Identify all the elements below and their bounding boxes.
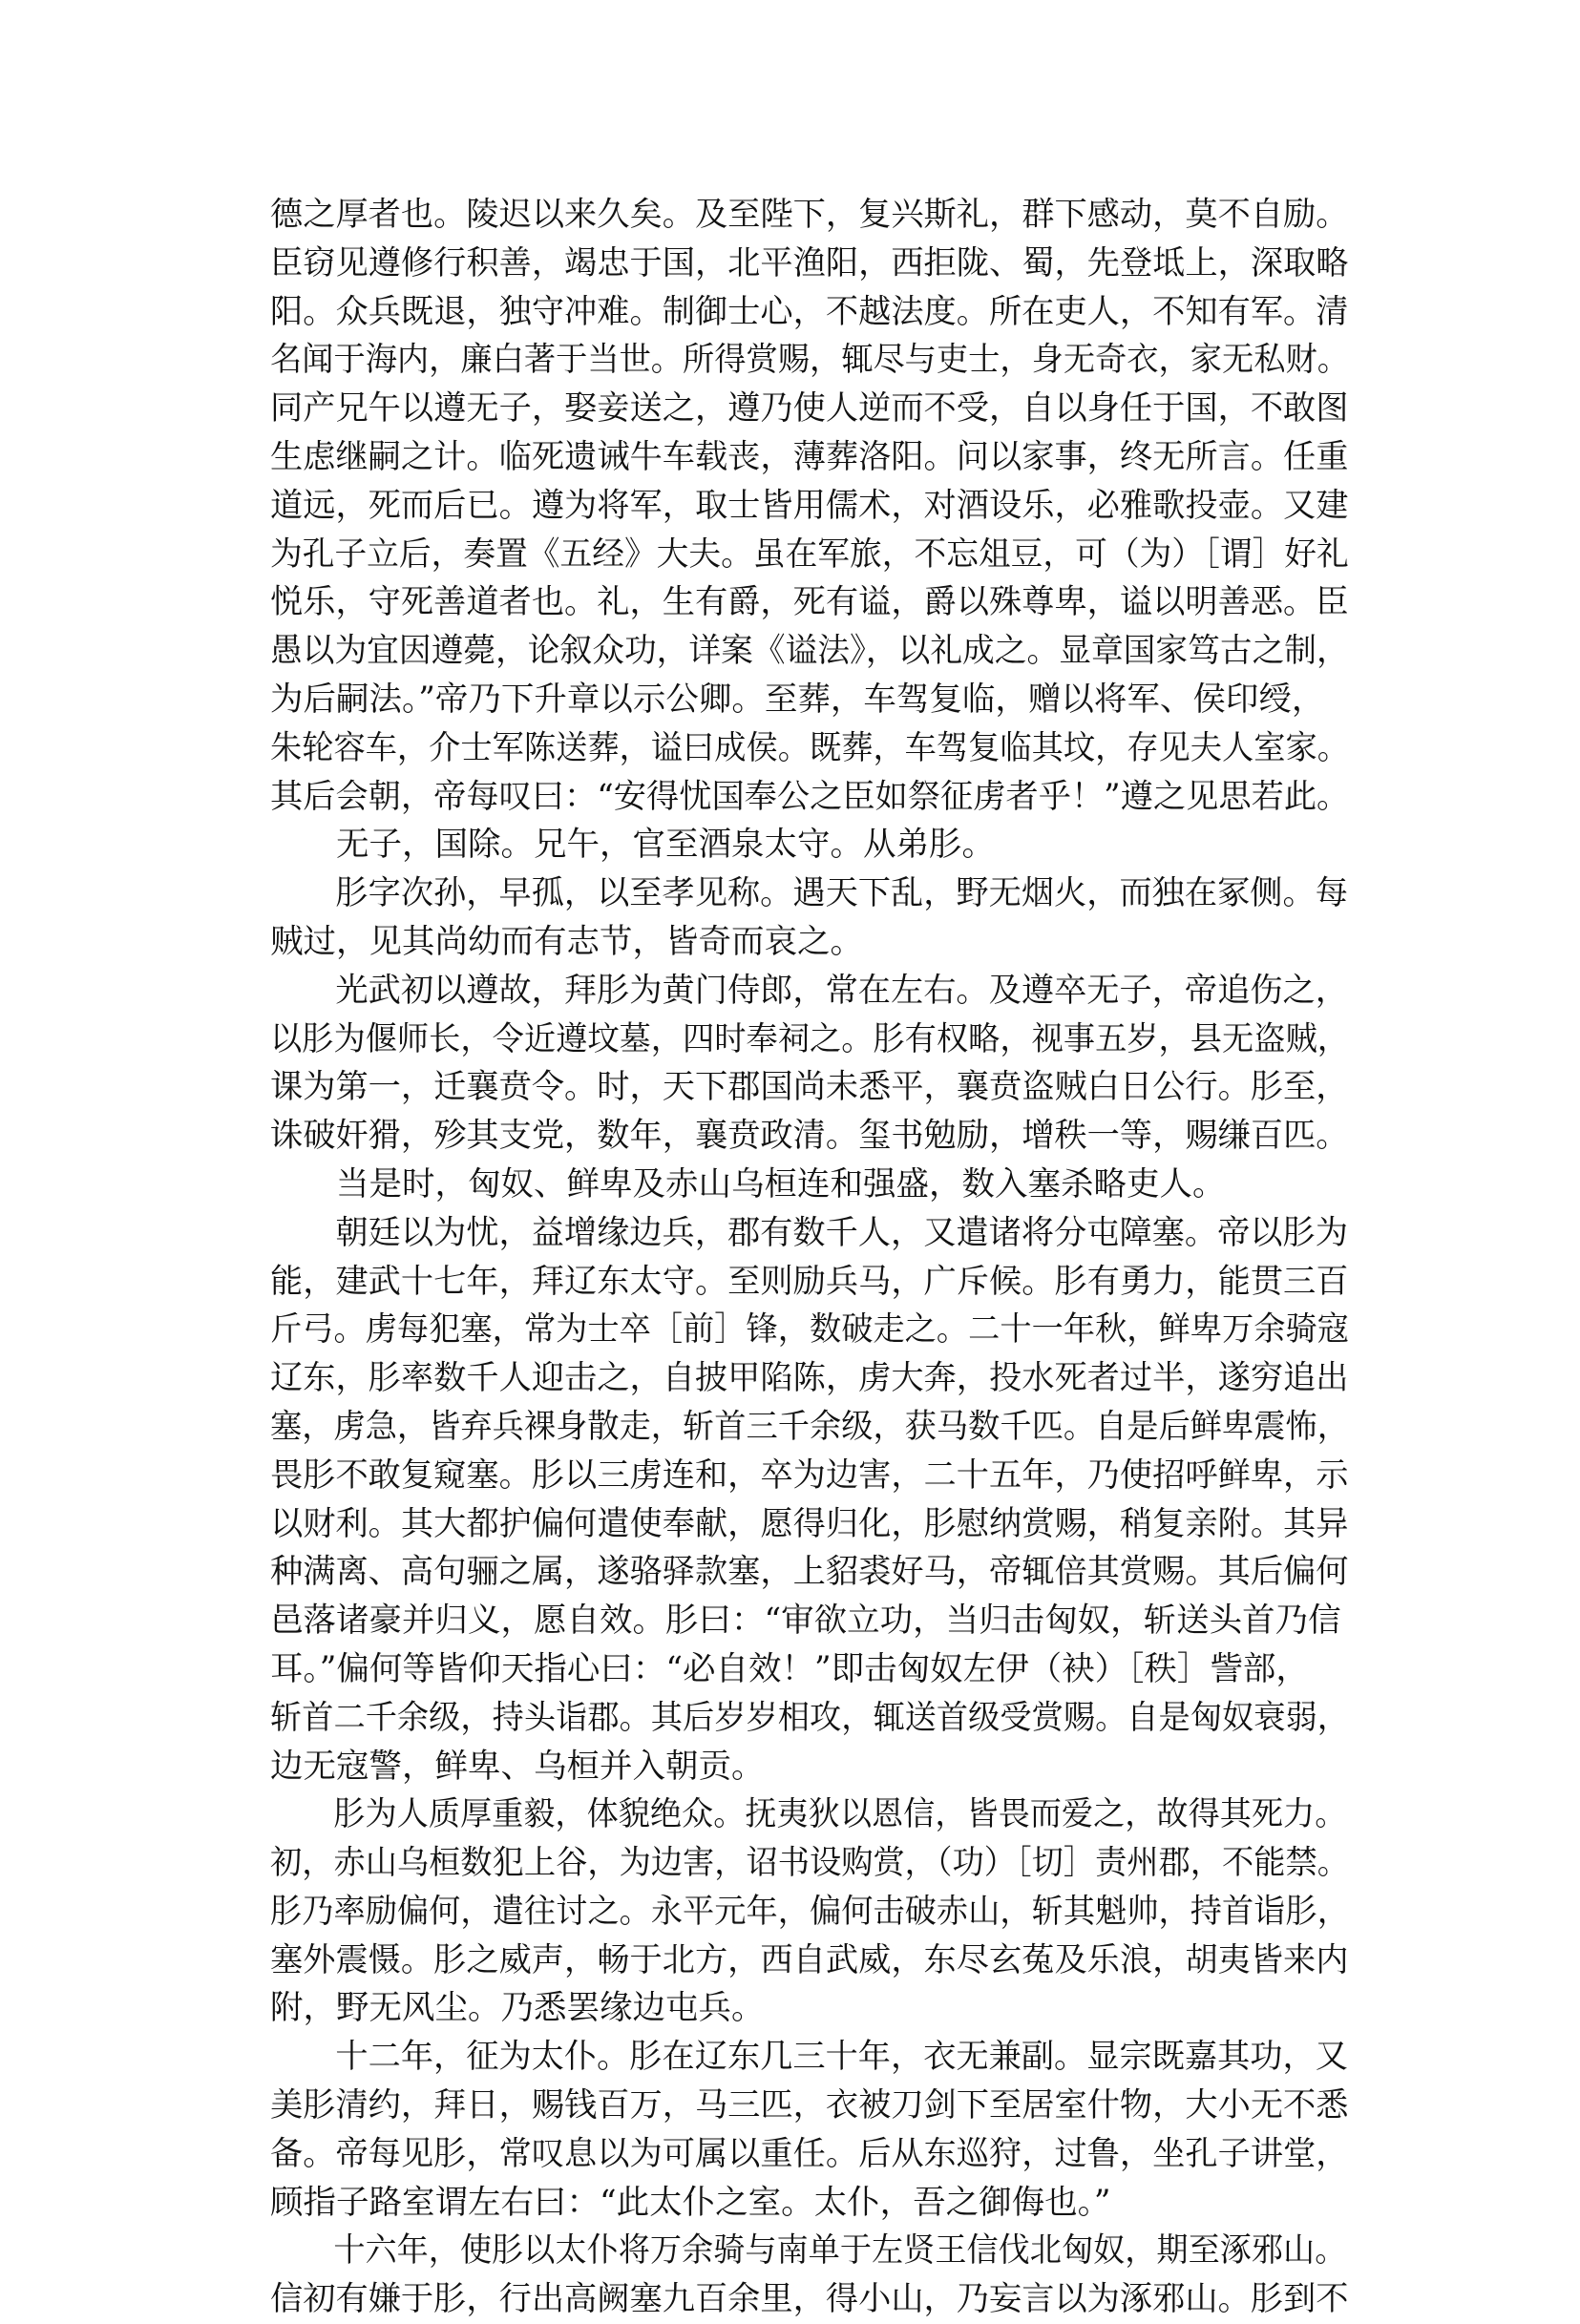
text-line: 耳。”偏何等皆仰天指心曰：“必自效！”即击匈奴左伊（袂）［秩］訾部， [270,1649,1309,1688]
body-text [270,191,1349,2324]
text-line: 顾指子路室谓左右曰：“此太仆之室。太仆，吾之御侮也。” [270,2183,1111,2222]
text-line: 以财利。其大都护偏何遣使奉献，愿得归化，肜慰纳赏赐，稍复亲附。其异 [270,1504,1349,1543]
paragraph-start-line: 光武初以遵故，拜肜为黄门侍郎，常在左右。及遵卒无子，帝追伤之， [335,971,1348,1010]
text-line: 阳。众兵既退，独守冲难。制御士心，不越法度。所在吏人，不知有军。清 [270,292,1349,331]
text-line: 贼过，见其尚幼而有志节，皆奇而哀之。 [270,922,863,961]
text-line: 诛破奸猾，殄其支党，数年，襄贲政清。玺书勉励，增秩一等，赐缣百匹。 [270,1117,1349,1156]
text-line: 愚以为宜因遵薨，论叙众功，详案《谥法》，以礼成之。显章国家笃古之制， [270,632,1349,671]
text-line: 德之厚者也。陵迟以来久矣。及至陛下，复兴斯礼，群下感动，莫不自励。 [270,196,1349,234]
text-line: 名闻于海内，廉白著于当世。所得赏赐，辄尽与吏士，身无奇衣，家无私财。 [270,341,1349,380]
text-line: 辽东，肜率数千人迎击之，自披甲陷陈，虏大奔，投水死者过半，遂穷追出 [270,1359,1349,1398]
text-line: 附，野无风尘。乃悉罢缘边屯兵。 [270,1989,765,2028]
text-line: 初，赤山乌桓数犯上谷，为边害，诏书设购赏，（功）［切］责州郡，不能禁。 [270,1844,1349,1883]
paragraph-start-line: 当是时，匈奴、鲜卑及赤山乌桓连和强盛，数入塞杀略吏人。 [336,1164,1226,1204]
text-line: 塞，虏急，皆弃兵裸身散走，斩首三千余级，获马数千匹。自是后鲜卑震怖， [270,1407,1349,1446]
text-line: 为后嗣法。”帝乃下升章以示公卿。至葬，车驾复临，赠以将军、侯印绶， [270,680,1325,719]
text-line: 生虑继嗣之计。临死遗诫牛车载丧，薄葬洛阳。问以家事，终无所言。任重 [270,437,1349,476]
paragraph-start-line: 朝廷以为忧，益增缘边兵，郡有数千人，又遣诸将分屯障塞。帝以肜为 [335,1213,1348,1252]
text-line: 邑落诸豪并归义，愿自效。肜曰：“审欲立功，当归击匈奴，斩送头首乃信 [270,1602,1341,1641]
text-line: 臣窃见遵修行积善，竭忠于国，北平渔阳，西拒陇、蜀，先登坻上，深取略 [270,243,1349,283]
paragraph-start-line: 肜为人质厚重毅，体貌绝众。抚夷狄以恩信，皆畏而爱之，故得其死力。 [333,1795,1347,1834]
paragraph-start-line: 十六年，使肜以太仆将万余骑与南单于左贤王信伐北匈奴，期至涿邪山。 [333,2231,1347,2271]
text-line: 同产兄午以遵无子，娶妾送之，遵乃使人逆而不受，自以身任于国，不敢图 [270,389,1349,429]
text-line: 朱轮容车，介士军陈送葬，谥曰成侯。既葬，车驾复临其坟，存见夫人室家。 [270,728,1349,767]
text-line: 斩首二千余级，持头诣郡。其后岁岁相攻，辄送首级受赏赐。自是匈奴衰弱， [270,1698,1349,1737]
text-line: 能，建武十七年，拜辽东太守。至则励兵马，广斥候。肜有勇力，能贯三百 [270,1262,1349,1301]
text-line: 畏肜不敢复窥塞。肜以三虏连和，卒为边害，二十五年，乃使招呼鲜卑，示 [270,1455,1349,1495]
text-line: 备。帝每见肜，常叹息以为可属以重任。后从东巡狩，过鲁，坐孔子讲堂， [270,2134,1349,2173]
text-line: 斤弓。虏每犯塞，常为士卒［前］锋，数破走之。二十一年秋，鲜卑万余骑寇 [270,1310,1349,1350]
text-line: 塞外震慑。肜之威声，畅于北方，西自武威，东尽玄菟及乐浪，胡夷皆来内 [270,1940,1349,1979]
text-line: 道远，死而后已。遵为将军，取士皆用儒术，对酒设乐，必雅歌投壶。又建 [270,486,1349,525]
paragraph-start-line: 十二年，征为太仆。肜在辽东几三十年，衣无兼副。显宗既嘉其功，又 [335,2038,1348,2077]
text-line: 课为第一，迁襄贲令。时，天下郡国尚未悉平，襄贲盗贼白日公行。肜至， [270,1068,1349,1107]
paragraph-start-line: 肜字次孙，早孤，以至孝见称。遇天下乱，野无烟火，而独在冢侧。每 [335,874,1348,913]
text-line: 种满离、高句骊之属，遂骆驿款塞，上貂裘好马，帝辄倍其赏赐。其后偏何 [270,1553,1349,1592]
text-line: 美肜清约，拜日，赐钱百万，马三匹，衣被刀剑下至居室什物，大小无不悉 [270,2086,1349,2125]
text-line: 边无寇警，鲜卑、乌桓并入朝贡。 [270,1747,765,1786]
text-line: 悦乐，守死善道者也。礼，生有爵，死有谥，爵以殊尊卑，谥以明善恶。臣 [270,583,1349,622]
text-line: 信初有嫌于肜，行出高阙塞九百余里，得小山，乃妄言以为涿邪山。肜到不 [270,2280,1349,2319]
text-line: 以肜为偃师长，令近遵坟墓，四时奉祠之。肜有权略，视事五岁，县无盗贼， [270,1019,1349,1058]
text-line: 肜乃率励偏何，遣往讨之。永平元年，偏何击破赤山，斩其魁帅，持首诣肜， [270,1892,1349,1931]
text-line: 为孔子立后，奏置《五经》大夫。虽在军旅，不忘俎豆，可（为）［谓］好礼 [270,534,1349,574]
text-line: 其后会朝，帝每叹曰：“安得忧国奉公之臣如祭征虏者乎！”遵之见思若此。 [270,777,1350,816]
paragraph-start-line: 无子，国除。兄午，官至酒泉太守。从弟肜。 [336,826,995,865]
